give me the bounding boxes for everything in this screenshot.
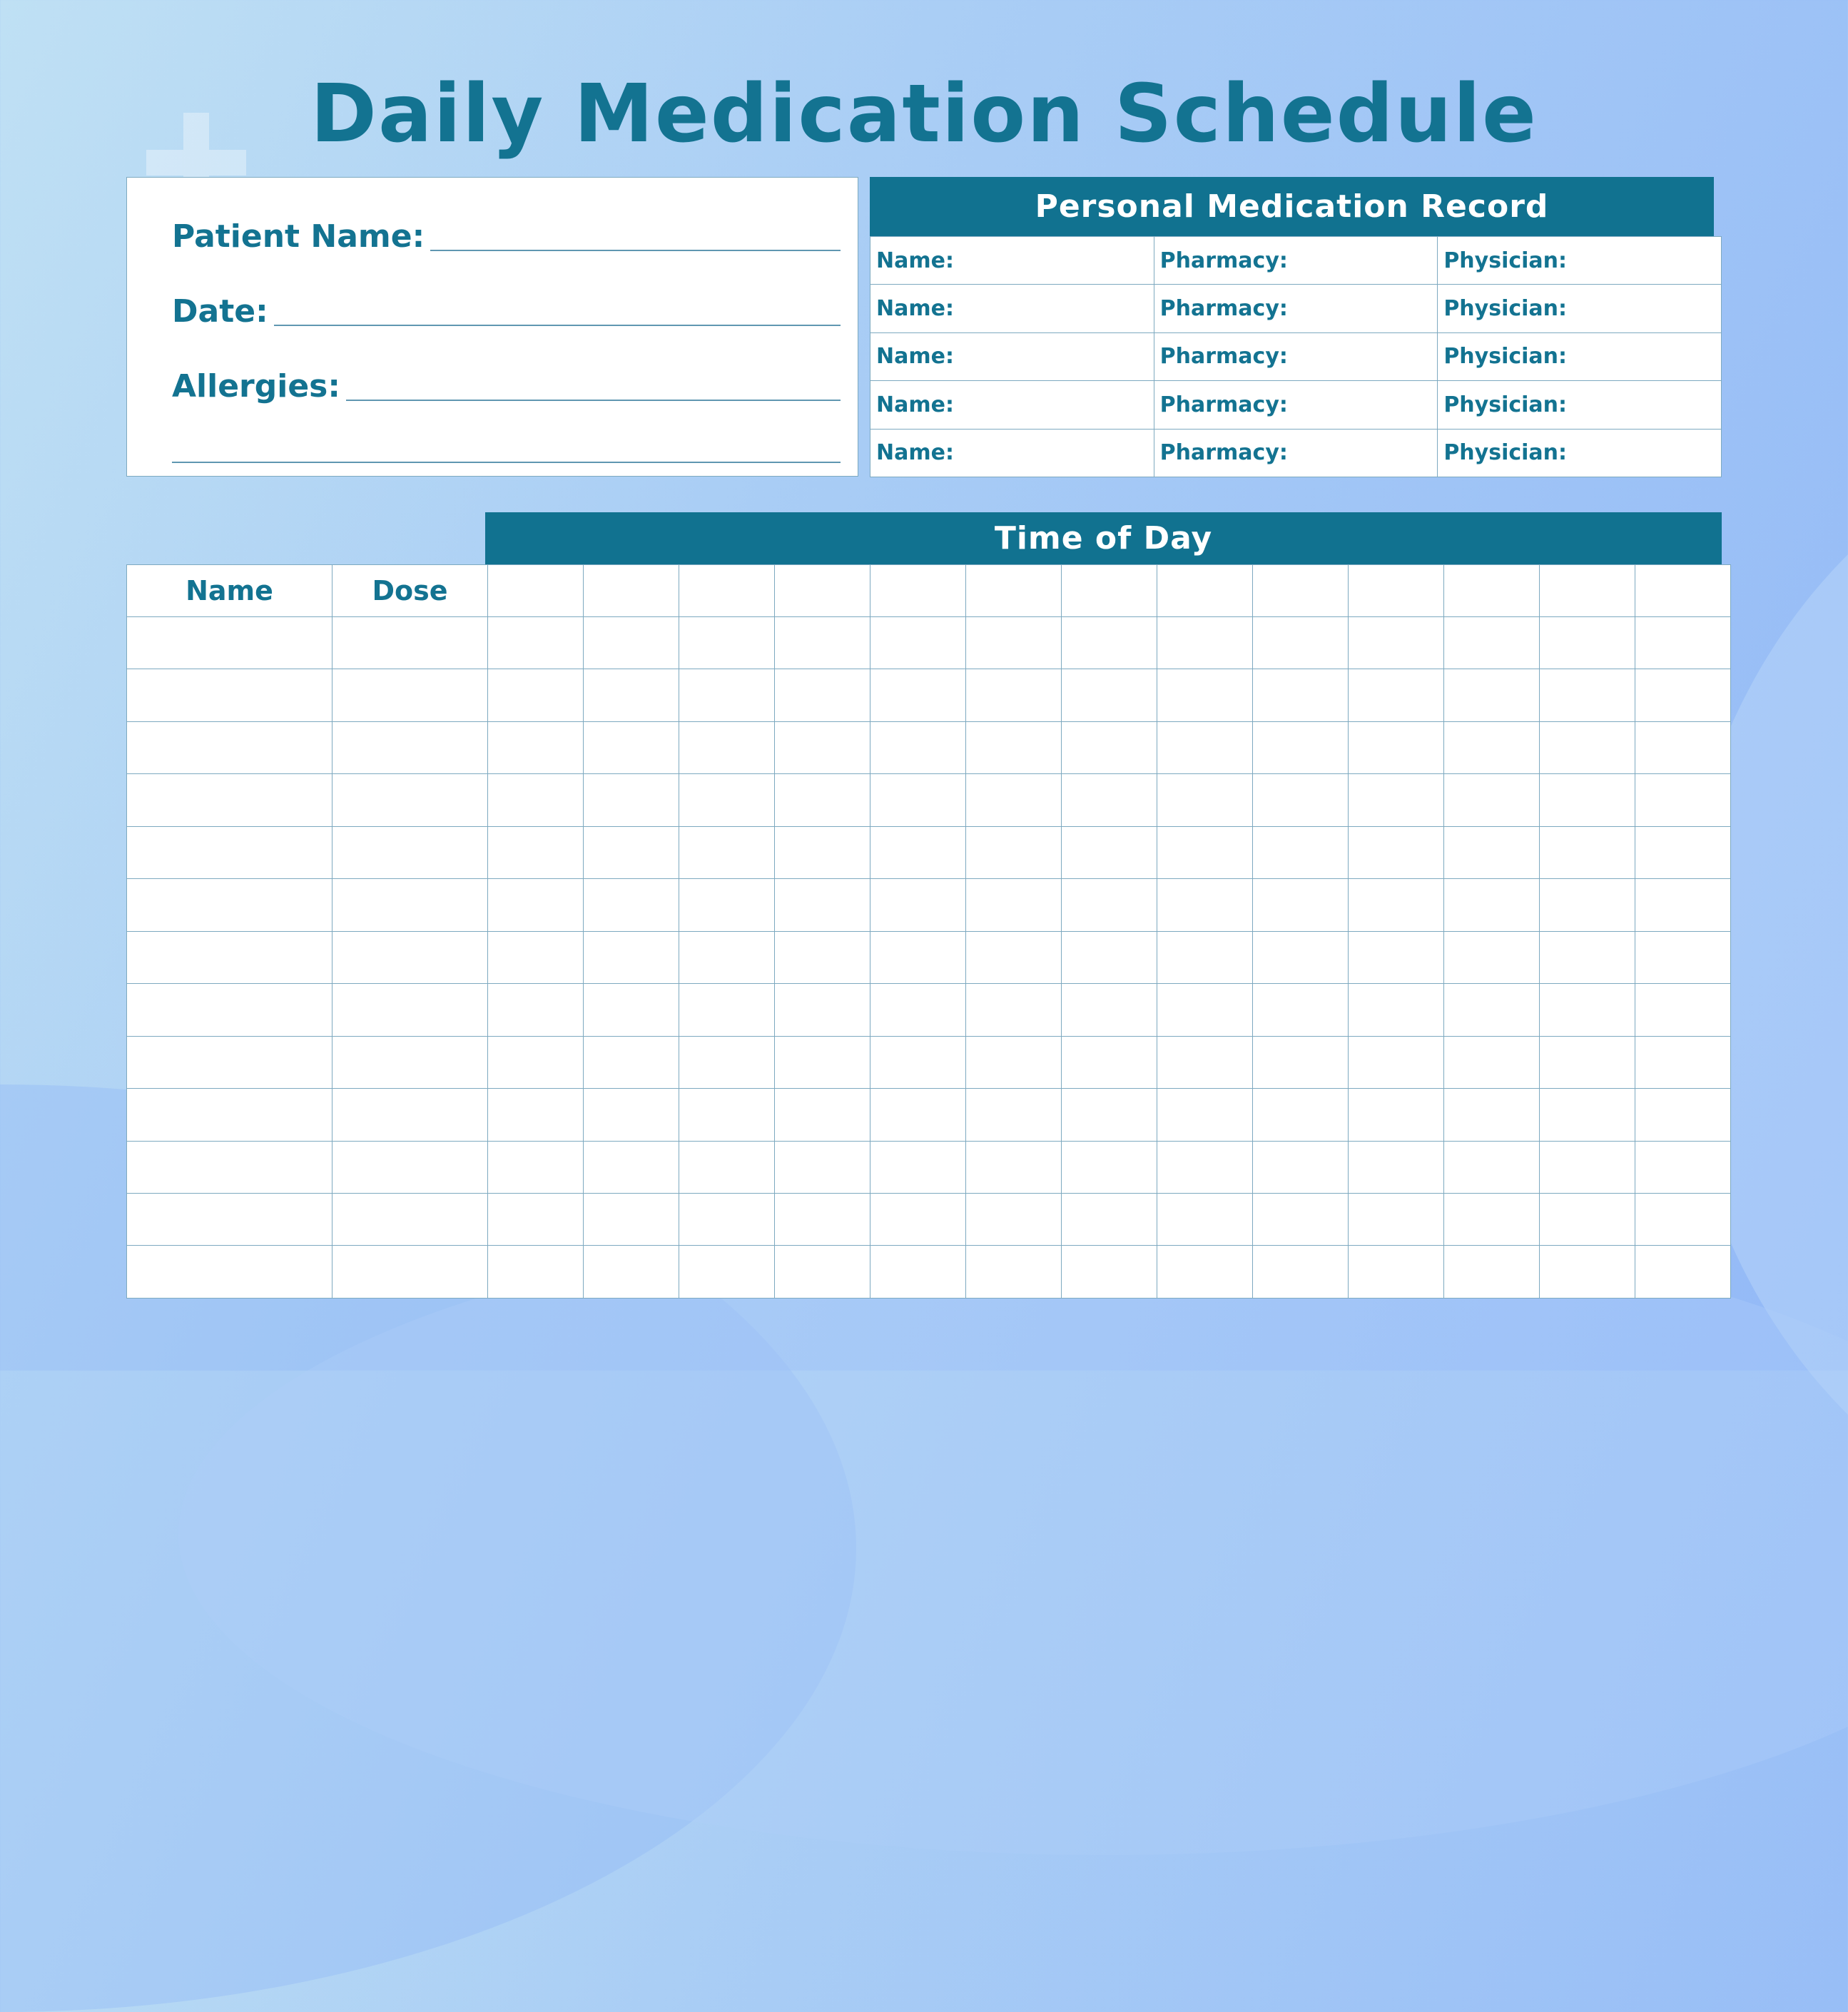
time-slot-cell[interactable] xyxy=(775,617,870,669)
time-slot-cell[interactable] xyxy=(1635,1089,1731,1141)
time-slot-cell[interactable] xyxy=(1253,721,1349,773)
time-slot-cell[interactable] xyxy=(966,1193,1062,1245)
schedule-row xyxy=(127,931,1731,983)
time-slot-cell[interactable] xyxy=(1157,879,1253,931)
time-slot-cell[interactable] xyxy=(1062,1193,1157,1245)
time-slot-cell[interactable] xyxy=(679,1089,775,1141)
time-slot-header-cell[interactable] xyxy=(1540,565,1635,617)
time-of-day-header: Time of Day xyxy=(485,512,1722,564)
time-slot-cell[interactable] xyxy=(1540,826,1635,878)
time-slot-cell[interactable] xyxy=(870,1193,966,1245)
time-slot-cell[interactable] xyxy=(775,1036,870,1088)
time-slot-cell[interactable] xyxy=(584,1036,679,1088)
time-slot-cell[interactable] xyxy=(679,931,775,983)
time-slot-cell[interactable] xyxy=(775,1141,870,1193)
time-slot-cell[interactable] xyxy=(1062,1246,1157,1299)
time-slot-cell[interactable] xyxy=(584,721,679,773)
time-slot-cell[interactable] xyxy=(1253,669,1349,721)
time-slot-cell[interactable] xyxy=(1062,931,1157,983)
schedule-row xyxy=(127,1089,1731,1141)
time-slot-cell[interactable] xyxy=(1444,1193,1540,1245)
time-slot-cell[interactable] xyxy=(775,721,870,773)
time-slot-cell[interactable] xyxy=(1062,1089,1157,1141)
schedule-table xyxy=(126,564,1731,1299)
time-slot-header-cell[interactable] xyxy=(1157,565,1253,617)
date-line xyxy=(274,324,841,326)
record-header: Personal Medication Record xyxy=(870,177,1714,236)
time-slot-cell[interactable] xyxy=(488,1193,584,1245)
record-name-cell[interactable]: Name: xyxy=(870,332,1154,380)
time-slot-cell[interactable] xyxy=(1157,774,1253,826)
time-slot-cell[interactable] xyxy=(1444,1036,1540,1088)
dose-cell[interactable] xyxy=(332,669,488,721)
time-slot-cell[interactable] xyxy=(1540,669,1635,721)
time-slot-cell[interactable] xyxy=(775,1089,870,1141)
time-slot-cell[interactable] xyxy=(1157,1089,1253,1141)
time-slot-cell[interactable] xyxy=(1635,617,1731,669)
schedule-row xyxy=(127,774,1731,826)
time-slot-cell[interactable] xyxy=(870,669,966,721)
time-slot-cell[interactable] xyxy=(1540,1193,1635,1245)
dose-cell[interactable] xyxy=(332,826,488,878)
time-slot-cell[interactable] xyxy=(1444,879,1540,931)
time-slot-cell[interactable] xyxy=(1062,826,1157,878)
time-slot-cell[interactable] xyxy=(679,774,775,826)
time-slot-cell[interactable] xyxy=(1444,774,1540,826)
time-slot-cell[interactable] xyxy=(870,1089,966,1141)
time-slot-cell[interactable] xyxy=(679,617,775,669)
time-slot-cell[interactable] xyxy=(488,826,584,878)
time-slot-cell[interactable] xyxy=(584,984,679,1036)
time-slot-cell[interactable] xyxy=(870,984,966,1036)
time-slot-cell[interactable] xyxy=(1253,826,1349,878)
time-slot-cell[interactable] xyxy=(775,931,870,983)
time-slot-cell[interactable] xyxy=(1540,879,1635,931)
time-slot-cell[interactable] xyxy=(1253,1089,1349,1141)
dose-cell[interactable] xyxy=(332,984,488,1036)
allergies-field[interactable] xyxy=(172,362,841,405)
time-slot-cell[interactable] xyxy=(1253,774,1349,826)
time-slot-cell[interactable] xyxy=(1540,1036,1635,1088)
time-slot-cell[interactable] xyxy=(870,617,966,669)
time-slot-cell[interactable] xyxy=(775,774,870,826)
time-slot-cell[interactable] xyxy=(679,669,775,721)
time-slot-cell[interactable] xyxy=(1635,826,1731,878)
time-slot-cell[interactable] xyxy=(1062,1141,1157,1193)
time-slot-cell[interactable] xyxy=(870,931,966,983)
schedule-header-row xyxy=(127,565,1731,617)
time-slot-cell[interactable] xyxy=(966,669,1062,721)
patient-name-line xyxy=(430,249,841,251)
time-slot-cell[interactable] xyxy=(1157,931,1253,983)
record-physician-cell[interactable]: Physician: xyxy=(1438,332,1722,380)
time-slot-cell[interactable] xyxy=(775,826,870,878)
medication-name-cell[interactable] xyxy=(127,984,332,1036)
time-slot-cell[interactable] xyxy=(1444,1246,1540,1299)
time-slot-cell[interactable] xyxy=(1349,1036,1444,1088)
time-slot-cell[interactable] xyxy=(584,1193,679,1245)
time-slot-header-cell[interactable] xyxy=(966,565,1062,617)
time-slot-cell[interactable] xyxy=(1253,879,1349,931)
time-slot-cell[interactable] xyxy=(870,1141,966,1193)
time-slot-cell[interactable] xyxy=(488,1089,584,1141)
time-slot-cell[interactable] xyxy=(584,1246,679,1299)
time-slot-cell[interactable] xyxy=(1157,984,1253,1036)
dose-cell[interactable] xyxy=(332,617,488,669)
time-slot-cell[interactable] xyxy=(1157,1246,1253,1299)
medication-name-cell[interactable] xyxy=(127,826,332,878)
schedule-row xyxy=(127,1141,1731,1193)
schedule-row xyxy=(127,669,1731,721)
patient-name-field[interactable] xyxy=(172,212,841,255)
time-slot-cell[interactable] xyxy=(1540,1089,1635,1141)
time-slot-cell[interactable] xyxy=(488,984,584,1036)
time-slot-header-cell[interactable] xyxy=(1062,565,1157,617)
time-slot-cell[interactable] xyxy=(679,1036,775,1088)
time-slot-cell[interactable] xyxy=(1349,984,1444,1036)
time-slot-cell[interactable] xyxy=(966,1036,1062,1088)
record-row xyxy=(870,429,1722,477)
time-slot-cell[interactable] xyxy=(1444,669,1540,721)
time-slot-cell[interactable] xyxy=(1349,617,1444,669)
allergies-label: Allergies: xyxy=(172,368,340,405)
record-physician-cell[interactable]: Physician: xyxy=(1438,381,1722,429)
time-slot-cell[interactable] xyxy=(1540,774,1635,826)
time-slot-cell[interactable] xyxy=(966,931,1062,983)
record-name-cell[interactable]: Name: xyxy=(870,381,1154,429)
time-slot-cell[interactable] xyxy=(1444,931,1540,983)
medication-record-table xyxy=(870,236,1722,477)
time-slot-cell[interactable] xyxy=(1444,1141,1540,1193)
time-slot-cell[interactable] xyxy=(488,669,584,721)
time-slot-cell[interactable] xyxy=(1157,617,1253,669)
record-pharmacy-cell[interactable]: Pharmacy: xyxy=(1154,237,1438,285)
time-slot-cell[interactable] xyxy=(1349,826,1444,878)
time-slot-cell[interactable] xyxy=(775,879,870,931)
time-slot-cell[interactable] xyxy=(870,721,966,773)
dose-cell[interactable] xyxy=(332,1036,488,1088)
dose-cell[interactable] xyxy=(332,879,488,931)
medication-name-cell[interactable] xyxy=(127,1246,332,1299)
schedule-row xyxy=(127,1036,1731,1088)
time-slot-cell[interactable] xyxy=(966,721,1062,773)
record-row xyxy=(870,237,1722,285)
time-slot-cell[interactable] xyxy=(1062,669,1157,721)
medication-name-cell[interactable] xyxy=(127,721,332,773)
time-slot-cell[interactable] xyxy=(1540,721,1635,773)
time-slot-cell[interactable] xyxy=(966,1246,1062,1299)
time-slot-cell[interactable] xyxy=(488,1141,584,1193)
time-slot-cell[interactable] xyxy=(679,1141,775,1193)
record-physician-cell[interactable]: Physician: xyxy=(1438,429,1722,477)
record-name-cell[interactable]: Name: xyxy=(870,285,1154,332)
time-slot-cell[interactable] xyxy=(870,826,966,878)
time-slot-header-cell[interactable] xyxy=(488,565,584,617)
time-slot-cell[interactable] xyxy=(1444,617,1540,669)
dose-cell[interactable] xyxy=(332,1193,488,1245)
medication-name-cell[interactable] xyxy=(127,1089,332,1141)
record-physician-cell[interactable]: Physician: xyxy=(1438,285,1722,332)
time-slot-cell[interactable] xyxy=(775,1193,870,1245)
time-slot-cell[interactable] xyxy=(1349,1246,1444,1299)
date-field[interactable] xyxy=(172,287,841,330)
schedule-row xyxy=(127,721,1731,773)
medication-name-cell[interactable] xyxy=(127,617,332,669)
time-slot-cell[interactable] xyxy=(1540,617,1635,669)
dose-cell[interactable] xyxy=(332,1246,488,1299)
time-slot-cell[interactable] xyxy=(1635,879,1731,931)
date-label: Date: xyxy=(172,293,268,330)
time-slot-cell[interactable] xyxy=(584,617,679,669)
time-slot-cell[interactable] xyxy=(679,1246,775,1299)
time-slot-cell[interactable] xyxy=(679,721,775,773)
time-slot-cell[interactable] xyxy=(1349,1089,1444,1141)
time-slot-cell[interactable] xyxy=(966,617,1062,669)
time-slot-cell[interactable] xyxy=(1157,669,1253,721)
time-slot-cell[interactable] xyxy=(1349,879,1444,931)
time-slot-header-cell[interactable] xyxy=(1253,565,1349,617)
time-slot-cell[interactable] xyxy=(1635,984,1731,1036)
medication-name-cell[interactable] xyxy=(127,669,332,721)
time-slot-cell[interactable] xyxy=(966,984,1062,1036)
time-slot-cell[interactable] xyxy=(1444,721,1540,773)
time-slot-cell[interactable] xyxy=(1062,879,1157,931)
dose-cell[interactable] xyxy=(332,1089,488,1141)
time-slot-cell[interactable] xyxy=(1349,669,1444,721)
medication-name-cell[interactable] xyxy=(127,1193,332,1245)
medication-name-cell[interactable] xyxy=(127,931,332,983)
time-slot-header-cell[interactable] xyxy=(584,565,679,617)
record-physician-cell[interactable]: Physician: xyxy=(1438,237,1722,285)
medication-name-cell[interactable] xyxy=(127,774,332,826)
record-name-cell[interactable]: Name: xyxy=(870,429,1154,477)
time-slot-cell[interactable] xyxy=(584,1089,679,1141)
time-slot-cell[interactable] xyxy=(966,774,1062,826)
time-slot-cell[interactable] xyxy=(584,669,679,721)
time-slot-cell[interactable] xyxy=(1253,984,1349,1036)
background-wave xyxy=(178,1213,1848,1855)
time-slot-cell[interactable] xyxy=(1444,826,1540,878)
time-slot-cell[interactable] xyxy=(1157,1036,1253,1088)
time-slot-cell[interactable] xyxy=(966,879,1062,931)
record-row xyxy=(870,332,1722,380)
time-slot-cell[interactable] xyxy=(488,1036,584,1088)
time-slot-cell[interactable] xyxy=(1635,1141,1731,1193)
time-slot-cell[interactable] xyxy=(775,1246,870,1299)
time-slot-header-cell[interactable] xyxy=(870,565,966,617)
time-slot-cell[interactable] xyxy=(1635,1193,1731,1245)
record-pharmacy-cell[interactable]: Pharmacy: xyxy=(1154,381,1438,429)
time-slot-cell[interactable] xyxy=(1062,774,1157,826)
time-slot-cell[interactable] xyxy=(1540,1246,1635,1299)
time-slot-cell[interactable] xyxy=(870,774,966,826)
dose-cell[interactable] xyxy=(332,1141,488,1193)
dose-column-header: Dose xyxy=(332,565,488,617)
time-slot-cell[interactable] xyxy=(1635,774,1731,826)
dose-cell[interactable] xyxy=(332,721,488,773)
record-pharmacy-cell[interactable]: Pharmacy: xyxy=(1154,332,1438,380)
schedule-row xyxy=(127,1193,1731,1245)
allergies-extra-line[interactable] xyxy=(172,462,841,463)
time-slot-cell[interactable] xyxy=(1349,931,1444,983)
time-slot-cell[interactable] xyxy=(584,826,679,878)
time-slot-cell[interactable] xyxy=(1062,721,1157,773)
time-slot-cell[interactable] xyxy=(1253,931,1349,983)
schedule-row xyxy=(127,1246,1731,1299)
time-slot-cell[interactable] xyxy=(870,1246,966,1299)
time-slot-cell[interactable] xyxy=(966,1089,1062,1141)
time-slot-cell[interactable] xyxy=(1444,1089,1540,1141)
time-slot-cell[interactable] xyxy=(1635,1036,1731,1088)
dose-cell[interactable] xyxy=(332,774,488,826)
time-slot-cell[interactable] xyxy=(1635,721,1731,773)
time-slot-cell[interactable] xyxy=(1062,617,1157,669)
time-slot-cell[interactable] xyxy=(1349,1141,1444,1193)
time-slot-cell[interactable] xyxy=(1157,721,1253,773)
time-slot-cell[interactable] xyxy=(584,1141,679,1193)
time-slot-cell[interactable] xyxy=(1253,1141,1349,1193)
schedule-row xyxy=(127,826,1731,878)
dose-cell[interactable] xyxy=(332,931,488,983)
time-slot-cell[interactable] xyxy=(1349,774,1444,826)
time-slot-cell[interactable] xyxy=(1157,826,1253,878)
time-slot-cell[interactable] xyxy=(1157,1141,1253,1193)
schedule-row xyxy=(127,984,1731,1036)
record-row xyxy=(870,381,1722,429)
patient-name-label: Patient Name: xyxy=(172,218,425,255)
name-column-header: Name xyxy=(127,565,332,617)
time-slot-cell[interactable] xyxy=(1635,1246,1731,1299)
patient-info-box xyxy=(126,177,858,477)
time-slot-cell[interactable] xyxy=(1253,1193,1349,1245)
time-slot-cell[interactable] xyxy=(1635,931,1731,983)
time-slot-cell[interactable] xyxy=(775,984,870,1036)
allergies-line xyxy=(346,399,841,401)
time-slot-cell[interactable] xyxy=(679,1193,775,1245)
time-slot-cell[interactable] xyxy=(584,879,679,931)
time-slot-cell[interactable] xyxy=(488,774,584,826)
time-slot-cell[interactable] xyxy=(966,826,1062,878)
time-slot-cell[interactable] xyxy=(488,721,584,773)
time-slot-cell[interactable] xyxy=(1444,984,1540,1036)
time-slot-cell[interactable] xyxy=(1540,931,1635,983)
time-slot-cell[interactable] xyxy=(1062,984,1157,1036)
time-slot-cell[interactable] xyxy=(870,879,966,931)
time-slot-cell[interactable] xyxy=(488,1246,584,1299)
record-pharmacy-cell[interactable]: Pharmacy: xyxy=(1154,285,1438,332)
time-slot-cell[interactable] xyxy=(488,931,584,983)
medication-name-cell[interactable] xyxy=(127,1036,332,1088)
time-slot-header-cell[interactable] xyxy=(1444,565,1540,617)
time-slot-cell[interactable] xyxy=(488,617,584,669)
time-slot-cell[interactable] xyxy=(1062,1036,1157,1088)
schedule-row xyxy=(127,879,1731,931)
time-slot-header-cell[interactable] xyxy=(1635,565,1731,617)
record-pharmacy-cell[interactable]: Pharmacy: xyxy=(1154,429,1438,477)
time-slot-cell[interactable] xyxy=(679,826,775,878)
time-slot-cell[interactable] xyxy=(870,1036,966,1088)
time-slot-cell[interactable] xyxy=(679,879,775,931)
time-slot-header-cell[interactable] xyxy=(1349,565,1444,617)
time-slot-cell[interactable] xyxy=(584,774,679,826)
time-slot-cell[interactable] xyxy=(1157,1193,1253,1245)
time-slot-cell[interactable] xyxy=(584,931,679,983)
medication-name-cell[interactable] xyxy=(127,1141,332,1193)
time-slot-header-cell[interactable] xyxy=(679,565,775,617)
time-slot-cell[interactable] xyxy=(1540,1141,1635,1193)
page-title: Daily Medication Schedule xyxy=(310,68,1538,161)
time-slot-cell[interactable] xyxy=(1540,984,1635,1036)
record-name-cell[interactable]: Name: xyxy=(870,237,1154,285)
time-slot-header-cell[interactable] xyxy=(775,565,870,617)
record-row xyxy=(870,285,1722,332)
time-slot-cell[interactable] xyxy=(1349,1193,1444,1245)
time-slot-cell[interactable] xyxy=(966,1141,1062,1193)
time-slot-cell[interactable] xyxy=(1635,669,1731,721)
time-slot-cell[interactable] xyxy=(775,669,870,721)
time-slot-cell[interactable] xyxy=(1253,1246,1349,1299)
time-slot-cell[interactable] xyxy=(679,984,775,1036)
time-slot-cell[interactable] xyxy=(1349,721,1444,773)
time-slot-cell[interactable] xyxy=(1253,617,1349,669)
medication-name-cell[interactable] xyxy=(127,879,332,931)
time-slot-cell[interactable] xyxy=(488,879,584,931)
time-slot-cell[interactable] xyxy=(1253,1036,1349,1088)
schedule-row xyxy=(127,617,1731,669)
